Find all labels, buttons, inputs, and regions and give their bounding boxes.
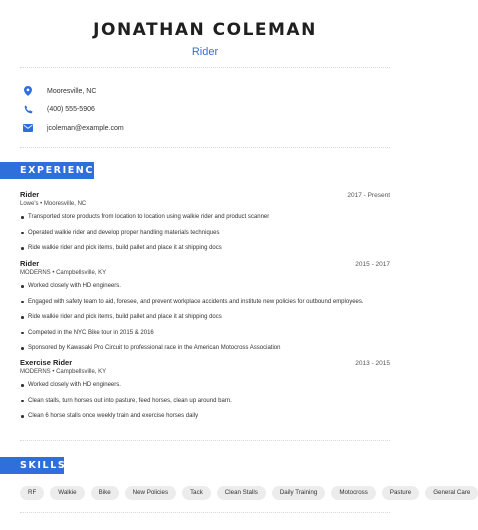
job-company: MODERNS • Campbellsville, KY: [20, 270, 107, 276]
location-pin-icon: [20, 83, 36, 99]
skill-chip: Bike: [91, 486, 119, 500]
job-bullet: Worked closely with HD engineers.: [20, 381, 390, 397]
job-dates: 2017 - Present: [347, 192, 390, 199]
job-company: MODERNS • Campbellsville, KY: [20, 369, 107, 375]
job-bullet: Sponsored by Kawasaki Pro Circuit to professional race in the American Motocross Association: [20, 344, 390, 360]
job-bullet: Worked closely with HD engineers.: [20, 282, 390, 298]
resume-header: [0, 0, 410, 58]
skill-chip: Pasture: [382, 486, 419, 500]
contact-email: [20, 119, 124, 137]
contact-phone-text: (400) 555-5906: [47, 106, 95, 113]
contact-location-text: Mooresville, NC: [47, 87, 97, 95]
job-bullet: Clean stalls, turn horses out into pasture, feed horses, clean up around barn.: [20, 397, 390, 413]
contact-phone: [20, 101, 124, 119]
skill-chip: RF: [20, 486, 44, 500]
contact-location: [20, 82, 124, 100]
experience-item: [20, 259, 390, 360]
skill-chip: General Care: [425, 486, 478, 500]
job-bullets: [20, 213, 390, 260]
job-bullet: Clean 6 horse stalls once weekly train and exercise horses daily: [20, 412, 390, 428]
skill-chip: Daily Training: [272, 486, 325, 500]
job-bullets: [20, 282, 390, 360]
job-bullet: Transported store products from location to location using walkie rider and product scanner: [20, 213, 390, 229]
job-dates: 2015 - 2017: [355, 261, 390, 268]
skill-chip: Clean Stalls: [217, 486, 266, 500]
skill-chip: Motocross: [331, 486, 376, 500]
job-title: Exercise Rider: [20, 358, 73, 367]
phone-icon: [20, 102, 36, 118]
job-bullet: Operated walkie rider and develop proper handling materials techniques: [20, 229, 390, 245]
skills-list: [20, 486, 478, 500]
section-title-experience: EXPERIENCE: [0, 162, 94, 179]
skill-chip: Walkie: [50, 486, 84, 500]
skill-chip: New Policies: [125, 486, 176, 500]
section-title-skills: SKILLS: [0, 457, 64, 474]
contact-list: [20, 82, 124, 138]
job-bullet: Ride walkie rider and pick items, build pallet and place it at shipping docs: [20, 313, 390, 329]
job-bullets: [20, 381, 390, 428]
job-company: Lowe's • Mooresville, NC: [20, 201, 87, 207]
divider: [20, 512, 390, 513]
candidate-role: Rider: [191, 46, 219, 58]
candidate-name: JONATHAN COLEMAN: [93, 20, 317, 40]
job-title: Rider: [20, 190, 40, 199]
job-bullet: Ride walkie rider and pick items, build pallet and place it at shipping docs: [20, 244, 390, 260]
job-title: Rider: [20, 259, 40, 268]
divider: [20, 147, 390, 148]
divider: [20, 440, 390, 441]
experience-item: [20, 358, 390, 428]
job-bullet: Competed in the NYC Bike tour in 2015 & 2016: [20, 329, 390, 345]
skill-chip: Tack: [182, 486, 211, 500]
experience-item: [20, 190, 390, 260]
email-icon: [20, 120, 36, 136]
contact-email-text: jcoleman@example.com: [47, 124, 124, 132]
divider: [20, 67, 390, 68]
job-dates: 2013 - 2015: [355, 360, 390, 367]
job-bullet: Engaged with safety team to aid, foresee, and prevent workplace accidents and institute new policies for outbound employees.: [20, 298, 390, 314]
